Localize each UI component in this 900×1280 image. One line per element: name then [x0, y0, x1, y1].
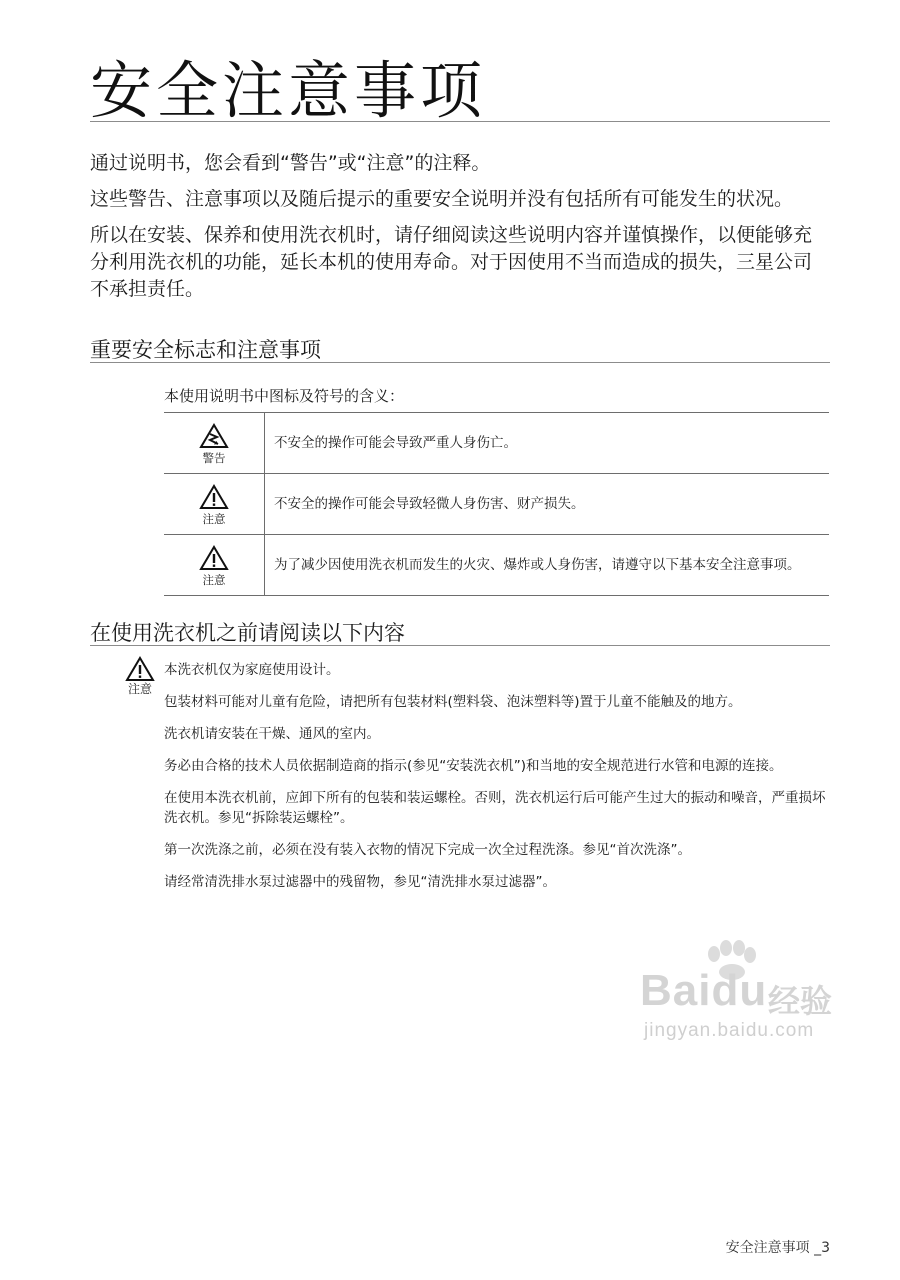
- symbol-icon-cell: [164, 413, 265, 474]
- baidu-watermark: [630, 940, 860, 1045]
- table-row: [164, 535, 829, 596]
- intro-text: [90, 150, 825, 312]
- symbols-caption: 本使用说明书中图标及符号的含义：: [164, 387, 405, 405]
- table-row: [164, 413, 829, 474]
- title-divider: [90, 121, 830, 122]
- caution-marker: [122, 656, 158, 696]
- list-item: 洗衣机请安装在干燥、通风的室内。: [164, 726, 380, 742]
- instruction-list: [164, 660, 829, 904]
- symbol-description: 为了减少因使用洗衣机而发生的火灾、爆炸或人身伤害，请遵守以下基本安全注意事项。: [265, 535, 830, 596]
- table-row: [164, 474, 829, 535]
- list-item: 第一次洗涤之前，必须在没有装入衣物的情况下完成一次全过程洗涤。参见“首次洗涤”。: [164, 842, 691, 858]
- caution-icon: [125, 656, 155, 682]
- intro-paragraph-2: 这些警告、注意事项以及随后提示的重要安全说明并没有包括所有可能发生的状况。: [90, 188, 794, 210]
- intro-paragraph-1: 通过说明书，您会看到“警告”或“注意”的注释。: [90, 152, 491, 174]
- symbol-label: 注意: [202, 512, 226, 526]
- symbol-description: 不安全的操作可能会导致严重人身伤亡。: [265, 413, 830, 474]
- list-item: 请经常清洗排水泵过滤器中的残留物，参见“清洗排水泵过滤器”。: [164, 874, 556, 890]
- list-item: 本洗衣机仅为家庭使用设计。: [164, 662, 340, 678]
- symbol-description: 不安全的操作可能会导致轻微人身伤害、财产损失。: [265, 474, 830, 535]
- watermark-cn: 经验: [768, 982, 833, 1020]
- section-heading-symbols: 重要安全标志和注意事项: [90, 338, 321, 362]
- intro-paragraph-3: 所以在安装、保养和使用洗衣机时，请仔细阅读这些说明内容并谨慎操作，以便能够充分利用洗衣机的功能，延长本机的使用寿命。对于因使用不当而造成的损失，三星公司不承担责任。: [90, 224, 813, 300]
- symbol-label: 警告: [202, 451, 226, 465]
- section-divider-before-use: [90, 645, 830, 646]
- page-title: 安全注意事项: [90, 54, 487, 127]
- watermark-brand: Baidu: [640, 966, 768, 1015]
- section-heading-before-use: 在使用洗衣机之前请阅读以下内容: [90, 621, 405, 645]
- watermark-url: jingyan.baidu.com: [644, 1020, 815, 1041]
- caution-icon: [199, 484, 229, 510]
- page-footer: 安全注意事项 _3: [725, 1240, 830, 1256]
- symbol-icon-cell: [164, 535, 265, 596]
- warning-shock-icon: [199, 423, 229, 449]
- section-divider-symbols: [90, 362, 830, 363]
- caution-label: 注意: [127, 682, 152, 696]
- list-item: 在使用本洗衣机前，应卸下所有的包装和装运螺栓。否则，洗衣机运行后可能产生过大的振动和噪音，严重损坏洗衣机。参见“拆除装运螺栓”。: [164, 790, 826, 826]
- list-item: 务必由合格的技术人员依据制造商的指示(参见“安装洗衣机”)和当地的安全规范进行水管和电源的连接。: [164, 758, 783, 774]
- list-item: 包装材料可能对儿童有危险，请把所有包装材料(塑料袋、泡沫塑料等)置于儿童不能触及的地方。: [164, 694, 742, 710]
- caution-icon: [199, 545, 229, 571]
- symbol-table: [164, 412, 829, 596]
- symbol-label: 注意: [202, 573, 226, 587]
- symbol-icon-cell: [164, 474, 265, 535]
